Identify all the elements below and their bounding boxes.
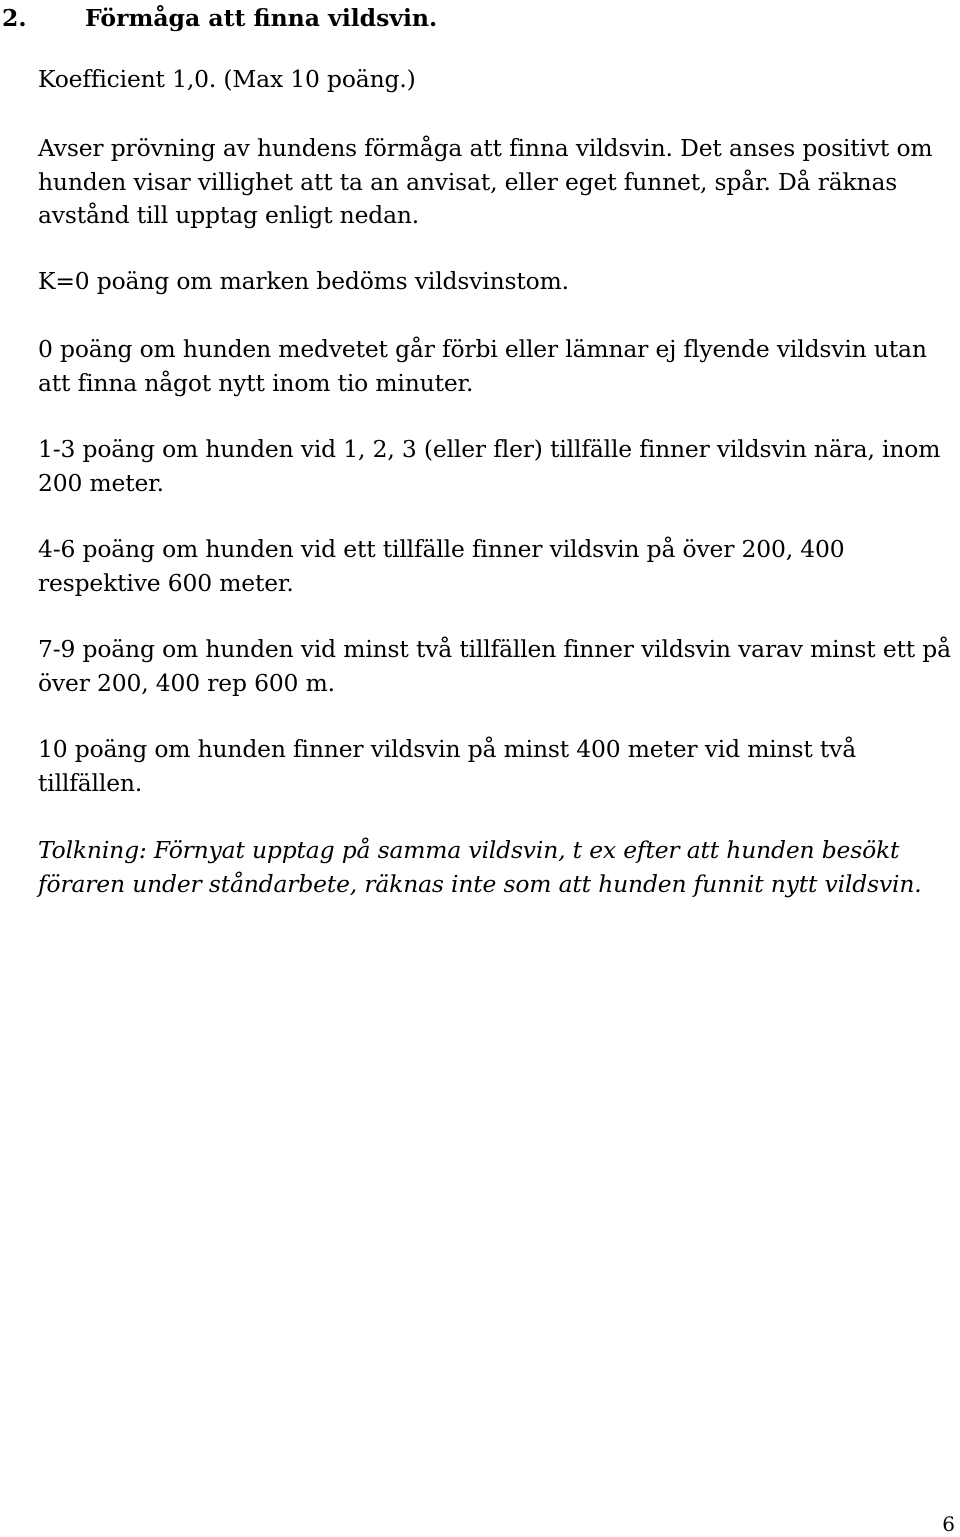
- section-number: 2.: [2, 4, 27, 32]
- section-title: Förmåga att finna vildsvin.: [85, 4, 438, 32]
- rule-10-points-paragraph: 10 poäng om hunden finner vildsvin på minst 400 meter vid minst två tillfällen.: [38, 735, 857, 797]
- rule-7-9-points-paragraph: 7-9 poäng om hunden vid minst två tillfällen finner vildsvin varav minst ett på över 200, 400 rep 600 m.: [38, 635, 951, 697]
- description-paragraph: Avser prövning av hundens förmåga att finna vildsvin. Det anses positivt om hunden visar villighet att ta an anvisat, eller eget funnet, spår. Då räknas avstånd till upptag enligt nedan.: [38, 134, 933, 229]
- rule-0-points-paragraph: 0 poäng om hunden medvetet går förbi eller lämnar ej flyende vildsvin utan att finna något nytt inom tio minuter.: [38, 335, 927, 397]
- rule-4-6-points-paragraph: 4-6 poäng om hunden vid ett tillfälle finner vildsvin på över 200, 400 respektive 600 meter.: [38, 535, 845, 597]
- coefficient-paragraph: Koefficient 1,0. (Max 10 poäng.): [38, 65, 416, 93]
- page-number: 6: [942, 1512, 955, 1536]
- rule-k0-paragraph: K=0 poäng om marken bedöms vildsvinstom.: [38, 267, 569, 295]
- interpretation-paragraph: Tolkning: Förnyat upptag på samma vildsvin, t ex efter att hunden besökt föraren under ståndarbete, räknas inte som att hunden funnit nytt vildsvin.: [38, 836, 922, 898]
- rule-1-3-points-paragraph: 1-3 poäng om hunden vid 1, 2, 3 (eller fler) tillfälle finner vildsvin nära, inom 200 meter.: [38, 435, 941, 497]
